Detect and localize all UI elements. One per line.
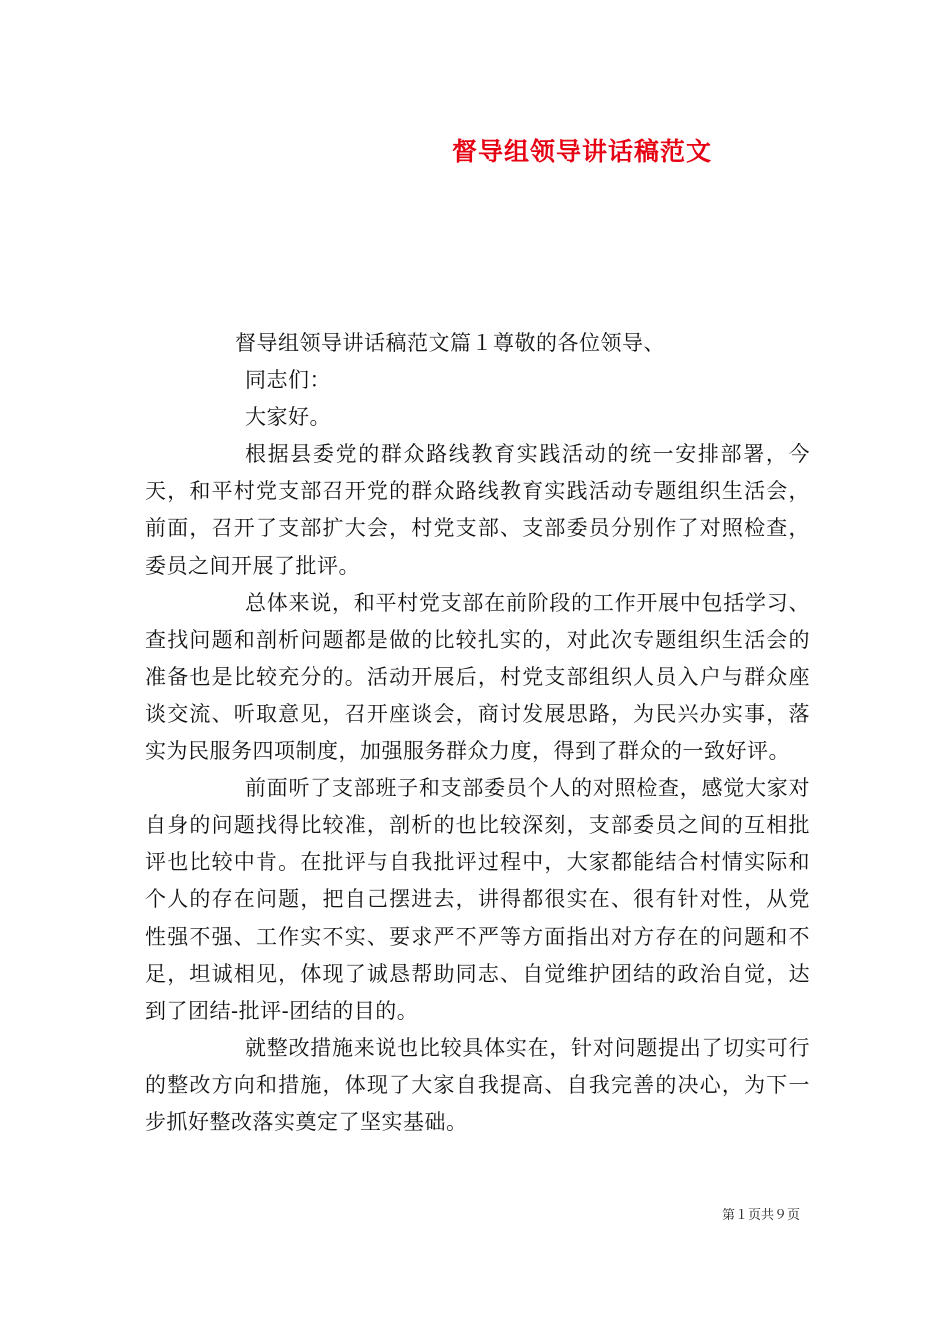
intro-line: 督导组领导讲话稿范文篇１尊敬的各位领导、 xyxy=(235,331,665,355)
paragraph: 就整改措施来说也比较具体实在，针对问题提出了切实可行的整改方向和措施，体现了大家自我提高、自我完善的决心，为下一步抓好整改落实奠定了坚实基础。 xyxy=(145,1035,810,1134)
document-body xyxy=(145,325,810,1141)
paragraph: 前面听了支部班子和支部委员个人的对照检查，感觉大家对自身的问题找得比较准，剖析的也比较深刻，支部委员之间的互相批评也比较中肯。在批评与自我批评过程中，大家都能结合村情实际和个人的存在问题，把自己摆进去，讲得都很实在、很有针对性，从党性强不强、工作实不实、要求严不严等方面指出对方存在的问题和不足，坦诚相见，体现了诚恳帮助同志、自觉维护团结的政治自觉，达到了团结-批评-团结的目的。 xyxy=(145,776,810,1023)
greeting: 大家好。 xyxy=(245,405,331,430)
paragraph: 根据县委党的群众路线教育实践活动的统一安排部署，今天，和平村党支部召开党的群众路线教育实践活动专题组织生活会，前面，召开了支部扩大会，村党支部、支部委员分别作了对照检查，委员之间开展了批评。 xyxy=(145,442,810,578)
salutation: 同志们： xyxy=(245,368,331,393)
page-number-footer: 第１页共９页 xyxy=(722,1208,801,1223)
document-title: 督导组领导讲话稿范文 xyxy=(452,137,713,166)
paragraph: 总体来说，和平村党支部在前阶段的工作开展中包括学习、查找问题和剖析问题都是做的比较扎实的，对此次专题组织生活会的准备也是比较充分的。活动开展后，村党支部组织人员入户与群众座谈交流、听取意见，召开座谈会，商讨发展思路，为民兴办实事，落实为民服务四项制度，加强服务群众力度，得到了群众的一致好评。 xyxy=(145,590,810,764)
